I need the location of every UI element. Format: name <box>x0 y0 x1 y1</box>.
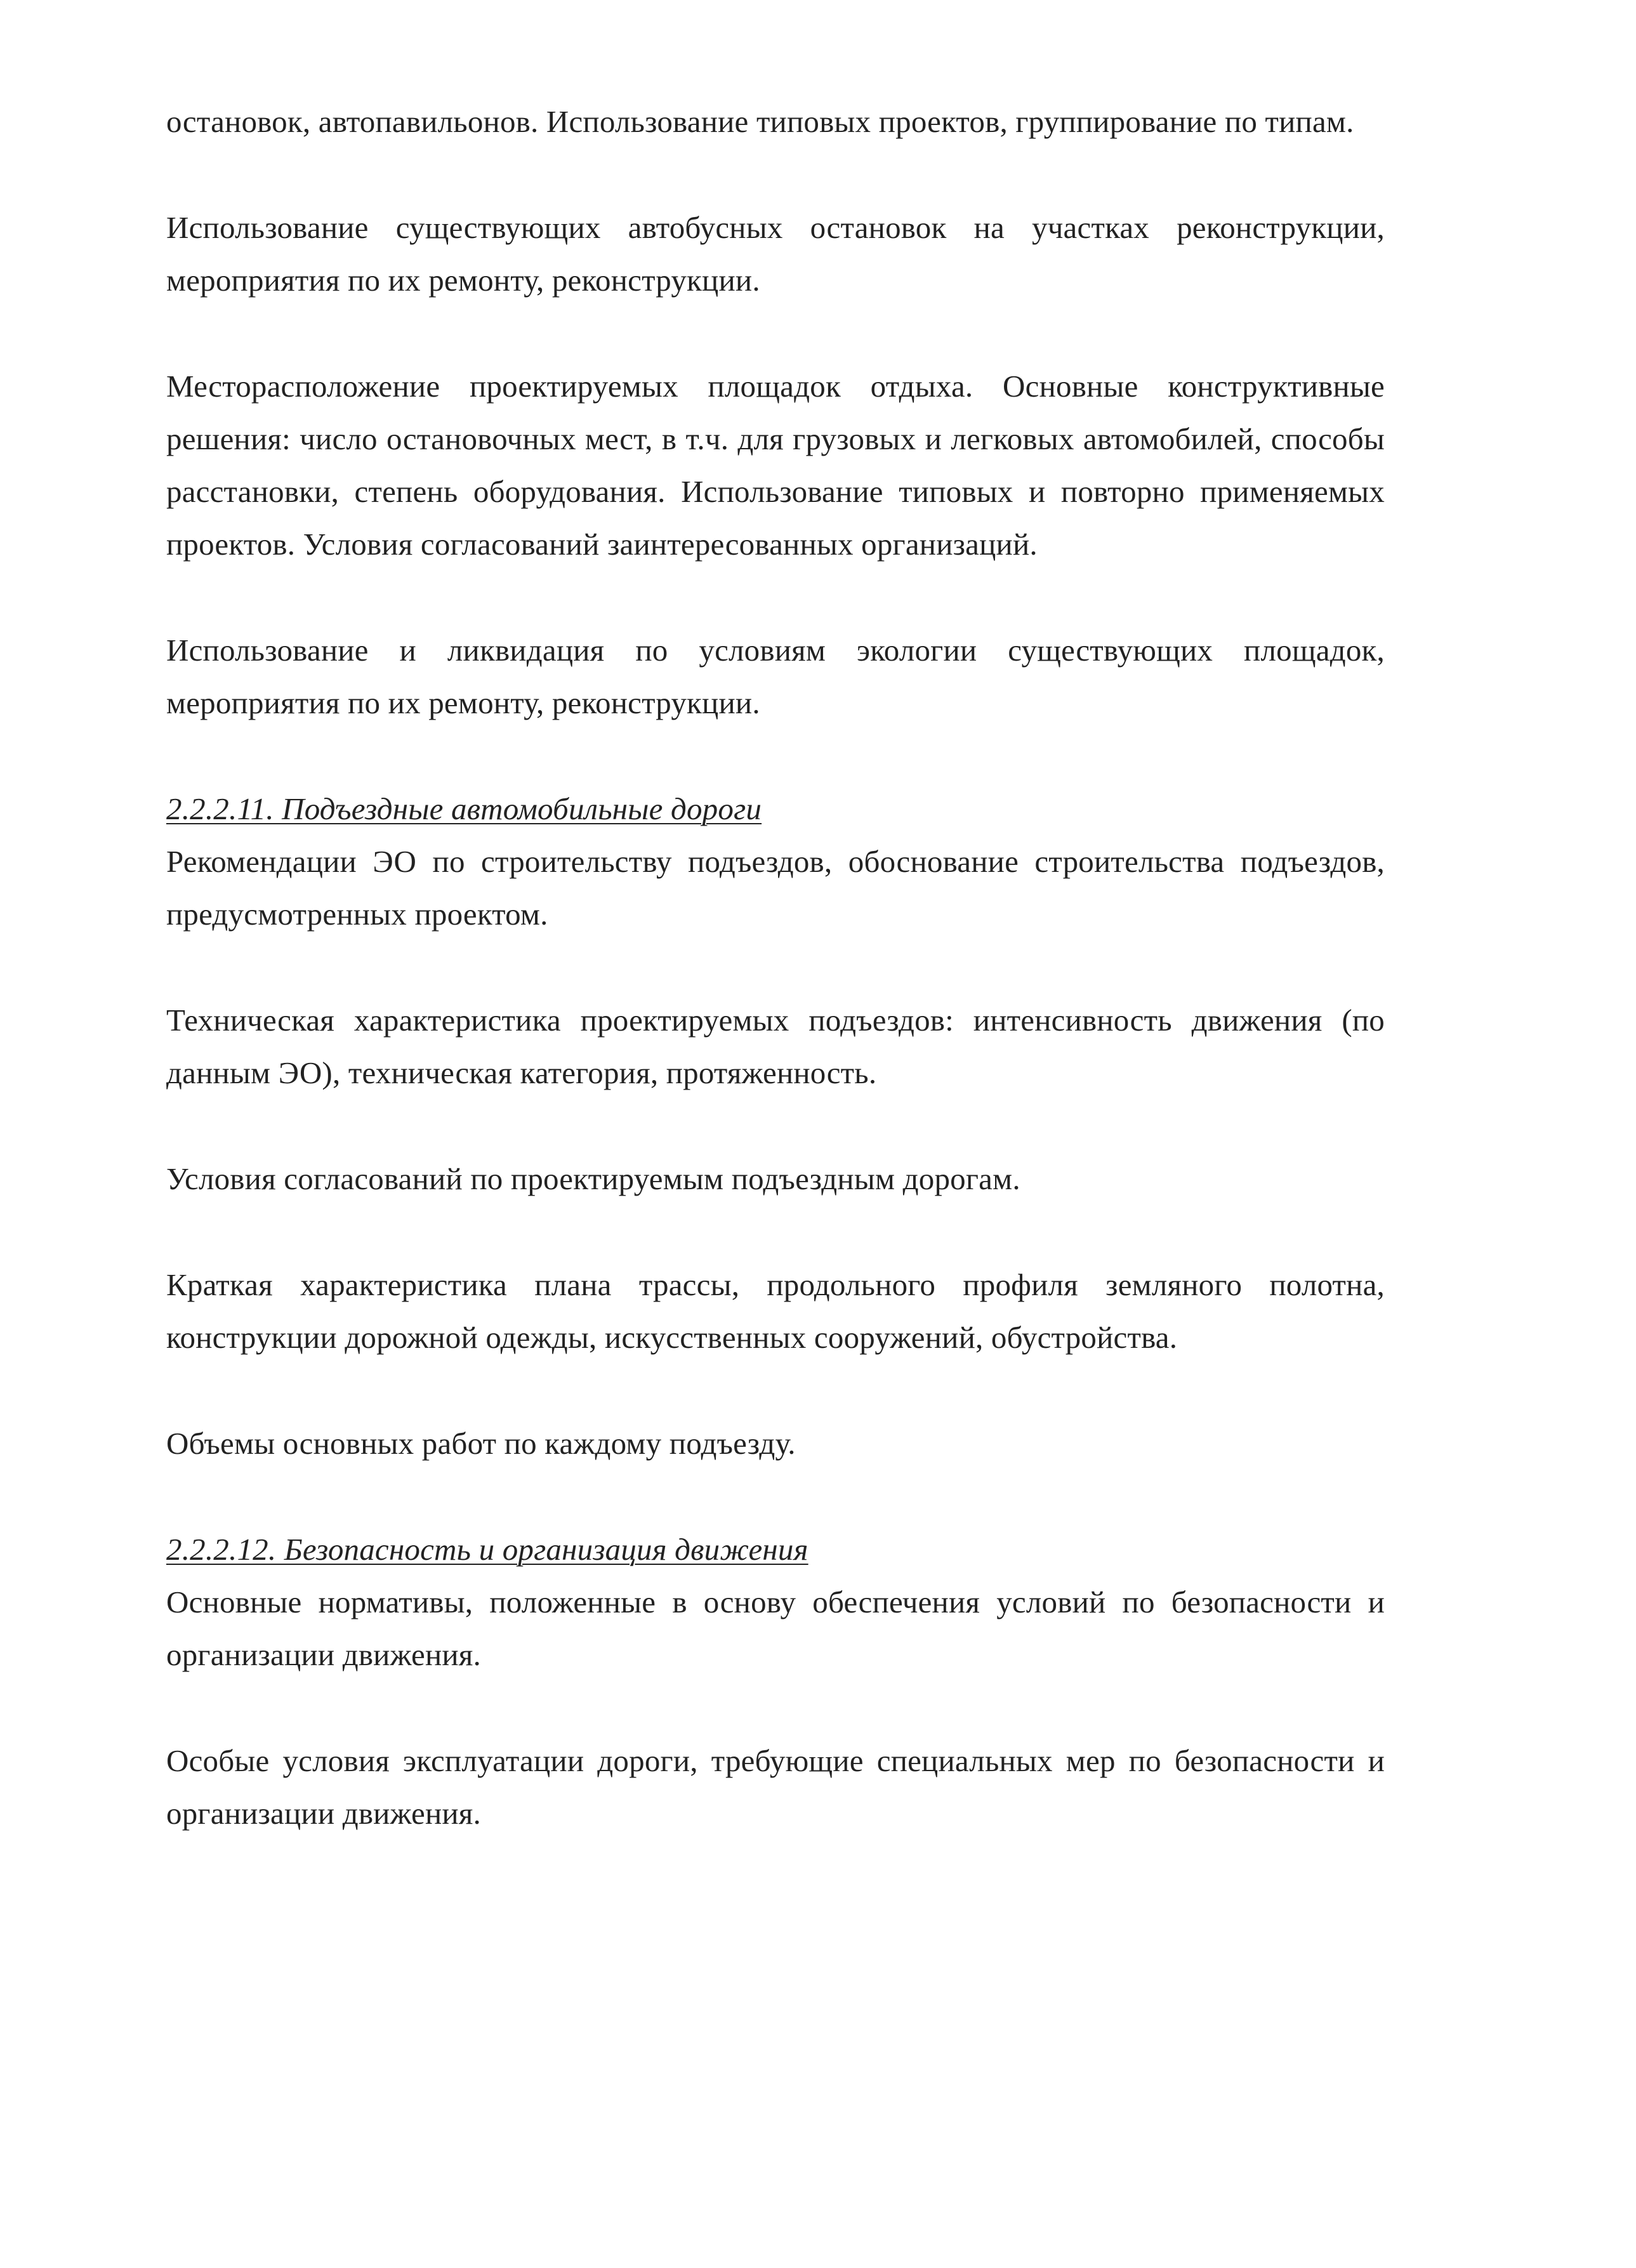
paragraph-access-roads-recommendations: Рекомендации ЭО по строительству подъездов, обоснование строительства подъездов, предусмотренных проектом. <box>166 844 1385 932</box>
section-traffic-safety <box>166 1523 1385 1840</box>
paragraph-access-roads-route: Краткая характеристика плана трассы, продольного профиля земляного полотна, конструкции дорожной одежды, искусственных сооружений, обустройства. <box>166 1267 1385 1355</box>
section-heading-traffic-safety: 2.2.2.12. Безопасность и организация движения <box>166 1532 808 1567</box>
paragraph-bus-stop-pavilions: остановок, автопавильонов. Использование типовых проектов, группирование по типам. <box>166 104 1354 139</box>
paragraph-access-roads-volumes: Объемы основных работ по каждому подъезду. <box>166 1426 796 1461</box>
document-body <box>166 95 1385 1840</box>
paragraph-access-roads-characteristics: Техническая характеристика проектируемых подъездов: интенсивность движения (по данным ЭО), техническая категория, протяженность. <box>166 1003 1385 1090</box>
paragraph-access-roads-approvals: Условия согласований по проектируемым подъездным дорогам. <box>166 1161 1020 1196</box>
section-heading-access-roads: 2.2.2.11. Подъездные автомобильные дороги <box>166 791 762 826</box>
paragraph-special-conditions: Особые условия эксплуатации дороги, требующие специальных мер по безопасности и организации движения. <box>166 1743 1385 1831</box>
paragraph-rest-areas: Месторасположение проектируемых площадок отдыха. Основные конструктивные решения: число остановочных мест, в т.ч. для грузовых и легковых автомобилей, способы расстановки, степень оборудования. Использование типовых и повторно применяемых проектов. Условия согласований заинтересованных организаций. <box>166 369 1385 562</box>
section-access-roads <box>166 782 1385 1470</box>
paragraph-safety-norms: Основные нормативы, положенные в основу обеспечения условий по безопасности и организации движения. <box>166 1585 1385 1672</box>
paragraph-rest-areas-ecology: Использование и ликвидация по условиям экологии существующих площадок, мероприятия по их ремонту, реконструкции. <box>166 633 1385 720</box>
paragraph-existing-bus-stops: Использование существующих автобусных остановок на участках реконструкции, мероприятия по их ремонту, реконструкции. <box>166 210 1385 298</box>
